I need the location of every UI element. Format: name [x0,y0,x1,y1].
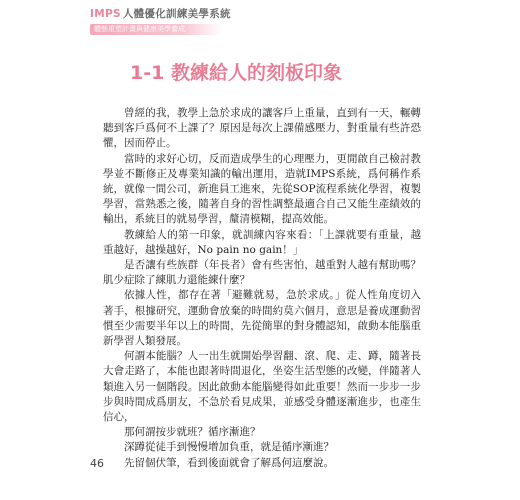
brand-suffix: 人體優化訓練美學系統 [122,8,231,20]
brand-prefix: IMPS [90,8,121,20]
paragraph: 是否讓有些族群（年長者）會有些害怕，越重對人越有幫助嗎？肌少症除了練肌力還能練什麼？ [103,259,421,287]
paragraph: 何謂本能腦？人一出生就開始學習翻、滾、爬、走、蹲，隨著長大會走路了，本能也跟著時間退化，坐姿生活型態的改變，伴隨著人類進入另一個階段。因此啟動本能腦變得如此重要！然而一步步一步步與時間成爲朋友，不急於看見成果，並感受身體逐漸進步，也產生信心， [103,350,421,424]
header-ribbon: 體態重塑計畫與健康美學養成 [90,24,222,35]
body-text [103,106,421,471]
paragraph: 深蹲從徒手到慢慢增加負重，就是循序漸進？ [124,441,334,454]
page-number: 46 [90,457,104,470]
paragraph: 依據人性，都存在著「避難就易，急於求成。」從人性角度切入著手，根據研究，運動會放棄的時間約莫六個月，意思是養成運動習慣至少需要半年以上的時間，先從簡單的對身體認知，啟動本能腦重新學習人類發展。 [103,289,421,348]
paragraph: 先留個伏筆，看到後面就會了解爲何這麼說。 [124,456,334,469]
paragraph: 當時的求好心切，反而造成學生的心理壓力，更閒啟自己檢討教學並不斷修正及專業知識的輸出運用，造就IMPS系統，爲何稱作系統，就像一間公司，新進員工進來，先從SOP流程系統化學習，複製學習，當熟悉之後，隨著自身的習性調整最適合自己又能生產績效的輸出，系統目的就易學習，釐清模糊，提高效能。 [103,152,421,226]
running-header [90,6,290,35]
book-brand [90,6,290,21]
chapter-title: 1-1 教練給人的刻板印象 [130,62,342,84]
paragraph: 那何謂按步就班？循序漸進？ [124,426,261,439]
paragraph: 教練給人的第一印象，就訓練內容來看：「上課就要有重量，越重越好，越操越好，No pain no gain！」 [103,228,421,256]
paragraph: 曾經的我，教學上急於求成的讓客戶上重量，直到有一天，輾轉聽到客戶爲何不上課了？原因是每次上課備感壓力，對重量有些許恐懼，因而停止。 [103,107,421,150]
